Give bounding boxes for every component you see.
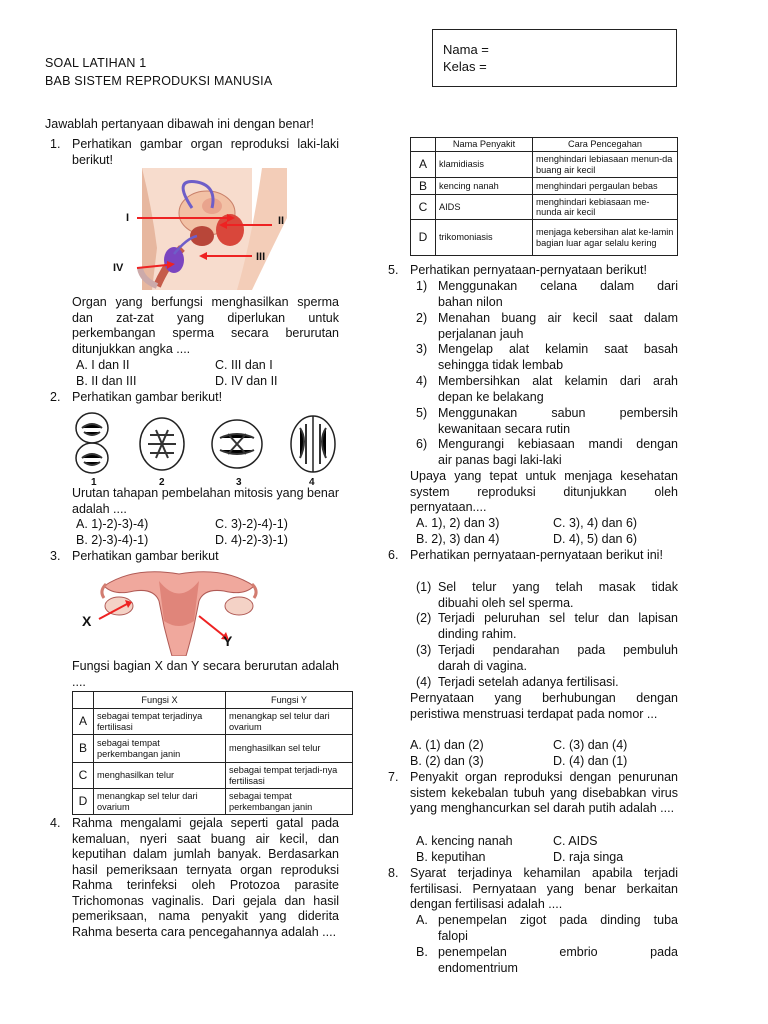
q3-label-x: X (82, 613, 92, 629)
q2-option-d[interactable]: D. 4)-2)-3)-1) (215, 533, 288, 547)
mitosis-diagram (70, 410, 340, 478)
q7-option-a[interactable]: A. kencing nanah (416, 834, 513, 848)
q8-option-a[interactable]: A. penempelan zigot pada dinding tuba falopi (416, 913, 678, 943)
instruction: Jawablah pertanyaan dibawah ini dengan benar! (45, 117, 314, 131)
q6-option-a[interactable]: A. (1) dan (2) (410, 738, 484, 752)
cell-fungsi-x: menangkap sel telur dari ovarium (94, 789, 226, 815)
q8-number: 8. (388, 866, 399, 880)
q2-label-4: 4 (309, 477, 315, 488)
q4-text: Rahma mengalami gejala seperti gatal pada kemaluan, nyeri saat buang air kecil, dan keputihan dalam jumlah banyak. Berdasarkan hasil pemeriksaan ternyata organ reproduksi Rahma terinfeksi oleh Protozoa parasite Trichomonas vaginalis. Dari gejala dan hasil pemeriksaan, nama penyakit yang diderita Rahma beserta cara pencegahannya adalah .... (72, 816, 339, 939)
q4-number: 4. (50, 816, 61, 830)
cell-nama-penyakit: AIDS (436, 195, 533, 220)
row-letter: B (411, 178, 436, 195)
q5-number: 5. (388, 263, 399, 277)
q5-option-b[interactable]: B. 2), 3) dan 4) (416, 532, 500, 546)
q3-table-row-c (73, 763, 353, 789)
q3-table-row-d (73, 789, 353, 815)
row-letter: D (73, 789, 94, 815)
worksheet-title: SOAL LATIHAN 1 (45, 56, 147, 70)
q4-col-header-penyakit: Nama Penyakit (436, 138, 533, 152)
q6-text: Pernyataan yang berhubungan dengan peristiwa menstruasi terdapat pada nomor ... (410, 691, 678, 721)
q4-col-header-pencegahan: Cara Pencegahan (533, 138, 678, 152)
q1-option-c[interactable]: C. III dan I (215, 358, 273, 372)
q6-option-b[interactable]: B. (2) dan (3) (410, 754, 484, 768)
q5-statement-3: 3) Mengelap alat kelamin saat basah sehingga tidak lembab (416, 342, 678, 372)
q1-text: Organ yang berfungsi menghasilkan sperma dan zat-zat yang diperlukan untuk perkembangan sperma secara berurutan ditunjukkan angka .... (72, 295, 339, 356)
cell-cara-pencegahan: menjaga kebersihan alat ke-lamin bagian luar agar selalu kering (533, 220, 678, 256)
cell-fungsi-y: sebagai tempat terjadi-nya fertilisasi (226, 763, 353, 789)
q4-table-row-b (411, 178, 678, 195)
q3-col-header-y: Fungsi Y (226, 692, 353, 709)
cell-nama-penyakit: trikomoniasis (436, 220, 533, 256)
q3-text: Fungsi bagian X dan Y secara berurutan adalah .... (72, 659, 339, 689)
q3-label-y: Y (223, 633, 233, 649)
cell-fungsi-x: menghasilkan telur (94, 763, 226, 789)
q6-number: 6. (388, 548, 399, 562)
male-reproductive-diagram (112, 168, 287, 290)
cell-fungsi-x: sebagai tempat terjadinya fertilisasi (94, 709, 226, 735)
q8-option-b[interactable]: B. penempelan embrio pada endomentrium (416, 945, 678, 975)
q2-label-2: 2 (159, 477, 165, 488)
q1-label-iii: III (256, 251, 266, 263)
cell-cara-pencegahan: menghindari pergaulan bebas (533, 178, 678, 195)
cell-cara-pencegahan: menghindari kebiasaan me-nunda air kecil (533, 195, 678, 220)
q5-statement-6: 6) Mengurangi kebiasaan mandi dengan air panas bagi laki-laki (416, 437, 678, 467)
q1-label-ii: II (278, 215, 285, 227)
q3-table-row-b (73, 735, 353, 763)
q6-stem: Perhatikan pernyataan-pernyataan berikut ini! (410, 548, 663, 562)
q6-statement-1: (1) Sel telur yang telah masak tidak dibuahi oleh sel sperma. (416, 580, 678, 610)
q6-option-c[interactable]: C. (3) dan (4) (553, 738, 628, 752)
row-letter: D (411, 220, 436, 256)
q1-option-a[interactable]: A. I dan II (76, 358, 130, 372)
q3-table-row-a (73, 709, 353, 735)
cell-fungsi-y: menangkap sel telur dari ovarium (226, 709, 353, 735)
q2-number: 2. (50, 390, 61, 404)
kelas-field: Kelas = (443, 59, 487, 74)
cell-fungsi-x: sebagai tempat perkembangan janin (94, 735, 226, 763)
q1-number: 1. (50, 137, 61, 151)
q1-stem: Perhatikan gambar organ reproduksi laki-laki berikut! (72, 137, 339, 167)
q6-statement-2: (2) Terjadi peluruhan sel telur dan lapisan dinding rahim. (416, 611, 678, 641)
q2-option-a[interactable]: A. 1)-2)-3)-4) (76, 517, 149, 531)
q4-table-row-c (411, 195, 678, 220)
q5-statement-2: 2) Menahan buang air kecil saat dalam perjalanan jauh (416, 311, 678, 341)
cell-fungsi-y: menghasilkan sel telur (226, 735, 353, 763)
q2-option-c[interactable]: C. 3)-2)-4)-1) (215, 517, 288, 531)
row-letter: A (411, 152, 436, 178)
q2-text: Urutan tahapan pembelahan mitosis yang benar adalah .... (72, 486, 339, 516)
cell-nama-penyakit: klamidiasis (436, 152, 533, 178)
q6-option-d[interactable]: D. (4) dan (1) (553, 754, 628, 768)
q6-statement-3: (3) Terjadi pendarahan pada pembuluh darah di vagina. (416, 643, 678, 673)
q3-stem: Perhatikan gambar berikut (72, 549, 219, 563)
q5-statement-5: 5) Menggunakan sabun pembersih kewanitaan secara rutin (416, 406, 678, 436)
q7-text: Penyakit organ reproduksi dengan penurunan sistem kekebalan tubuh yang disebabkan virus yang menghancurkan sel darah putih adalah .... (410, 770, 678, 815)
q7-option-b[interactable]: B. keputihan (416, 850, 486, 864)
q8-text: Syarat terjadinya kehamilan apabila terjadi fertilisasi. Pernyataan yang benar berkaitan dengan fertilisasi adalah .... (410, 866, 678, 911)
q5-option-c[interactable]: C. 3), 4) dan 6) (553, 516, 638, 530)
q5-option-d[interactable]: D. 4), 5) dan 6) (553, 532, 638, 546)
female-reproductive-diagram (94, 566, 264, 656)
q5-statement-4: 4) Membersihkan alat kelamin dari arah depan ke belakang (416, 374, 678, 404)
q1-option-d[interactable]: D. IV dan II (215, 374, 278, 388)
row-letter: A (73, 709, 94, 735)
cell-cara-pencegahan: menghindari lebiasaan menun-da buang air kecil (533, 152, 678, 178)
q5-statement-1: 1) Menggunakan celana dalam dari bahan nilon (416, 279, 678, 309)
q2-stem: Perhatikan gambar berikut! (72, 390, 223, 404)
identity-box (432, 29, 677, 87)
q3-number: 3. (50, 549, 61, 563)
q2-label-3: 3 (236, 477, 242, 488)
q3-col-header-x: Fungsi X (94, 692, 226, 709)
row-letter: C (73, 763, 94, 789)
q4-table-row-a (411, 152, 678, 178)
q7-option-c[interactable]: C. AIDS (553, 834, 598, 848)
q2-option-b[interactable]: B. 2)-3)-4)-1) (76, 533, 149, 547)
row-letter: C (411, 195, 436, 220)
q1-option-b[interactable]: B. II dan III (76, 374, 137, 388)
q1-label-i: I (126, 212, 130, 224)
q4-table (410, 137, 678, 256)
row-letter: B (73, 735, 94, 763)
cell-nama-penyakit: kencing nanah (436, 178, 533, 195)
q4-table-row-d (411, 220, 678, 256)
q7-option-d[interactable]: D. raja singa (553, 850, 624, 864)
q5-text: Upaya yang tepat untuk menjaga kesehatan system reproduksi ditunjukkan oleh pernyataan.... (410, 469, 678, 514)
worksheet-subtitle: BAB SISTEM REPRODUKSI MANUSIA (45, 74, 273, 88)
q5-stem: Perhatikan pernyataan-pernyataan berikut! (410, 263, 647, 277)
nama-field: Nama = (443, 42, 489, 57)
q2-label-1: 1 (91, 477, 97, 488)
q3-table (72, 691, 353, 815)
q7-number: 7. (388, 770, 399, 784)
q6-statement-4: (4) Terjadi setelah adanya fertilisasi. (416, 675, 619, 689)
cell-fungsi-y: sebagai tempat perkembangan janin (226, 789, 353, 815)
q1-label-iv: IV (113, 262, 124, 274)
q5-option-a[interactable]: A. 1), 2) dan 3) (416, 516, 500, 530)
